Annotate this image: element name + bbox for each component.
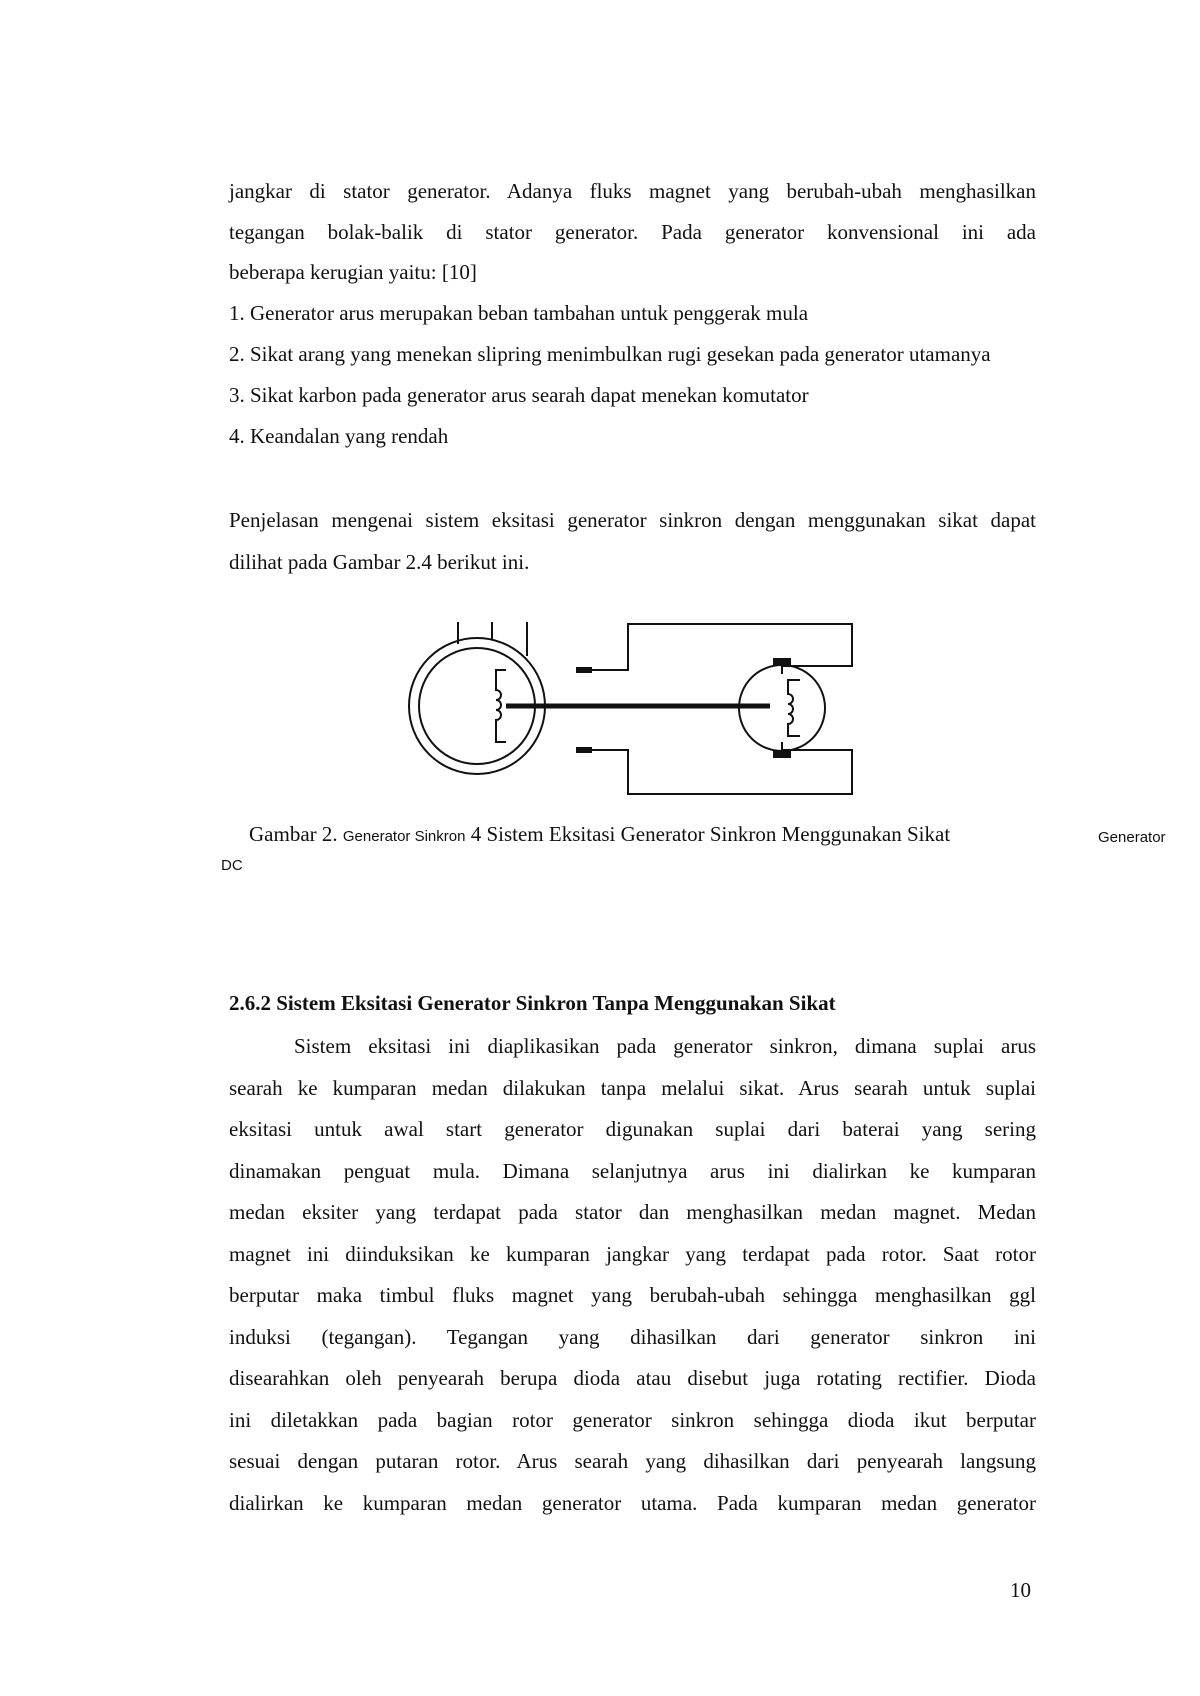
commutator-brush-top — [773, 658, 791, 666]
label-generator: Generator — [1098, 829, 1166, 846]
paragraph-line: beberapa kerugian yaitu: [10] — [229, 260, 477, 284]
list-item: 4. Keandalan yang rendah — [229, 424, 449, 448]
paragraph-line: jangkar di stator generator. Adanya fluks magnet yang berubah-ubah menghasilkan — [229, 179, 1036, 203]
paragraph-line: Sistem eksitasi ini diaplikasikan pada generator sinkron, dimana suplai arus — [294, 1034, 1036, 1058]
paragraph-line: magnet ini diinduksikan ke kumparan jangkar yang terdapat pada rotor. Saat rotor — [229, 1242, 1036, 1266]
list-item: 3. Sikat karbon pada generator arus searah dapat menekan komutator — [229, 383, 809, 407]
paragraph-line: berputar maka timbul fluks magnet yang berubah-ubah sehingga menghasilkan ggl — [229, 1283, 1036, 1307]
list-item: 2. Sikat arang yang menekan slipring menimbulkan rugi gesekan pada generator utamanya — [229, 342, 991, 366]
caption-prefix: Gambar 2. — [249, 822, 338, 846]
label-generator-sinkron: Generator Sinkron — [342, 828, 466, 845]
paragraph-line: dinamakan penguat mula. Dimana selanjutnya arus ini dialirkan ke kumparan — [229, 1159, 1036, 1183]
caption-main: 4 Sistem Eksitasi Generator Sinkron Menggunakan Sikat — [470, 822, 951, 846]
wire-top — [586, 624, 852, 674]
wire-bottom — [586, 742, 852, 794]
paragraph-line: tegangan bolak-balik di stator generator. Pada generator konvensional ini ada — [229, 220, 1036, 244]
commutator-brush-bottom — [773, 750, 791, 758]
paragraph-line: ini diletakkan pada bagian rotor generator sinkron sehingga dioda ikut berputar — [229, 1408, 1036, 1432]
label-dc: DC — [221, 857, 243, 874]
paragraph-line: searah ke kumparan medan dilakukan tanpa melalui sikat. Arus searah untuk suplai — [229, 1076, 1036, 1100]
field-coil-right — [788, 680, 800, 736]
paragraph-line: induksi (tegangan). Tegangan yang dihasilkan dari generator sinkron ini — [229, 1325, 1036, 1349]
figure-caption — [249, 820, 950, 851]
brush-top — [576, 667, 592, 673]
paragraph-line: eksitasi untuk awal start generator digunakan suplai dari baterai yang sering — [229, 1117, 1036, 1141]
paragraph-line: dialirkan ke kumparan medan generator utama. Pada kumparan medan generator — [229, 1491, 1036, 1515]
paragraph-line: disearahkan oleh penyearah berupa dioda atau disebut juga rotating rectifier. Dioda — [229, 1366, 1036, 1390]
list-item: 1. Generator arus merupakan beban tambahan untuk penggerak mula — [229, 301, 809, 325]
paragraph-line: Penjelasan mengenai sistem eksitasi generator sinkron dengan menggunakan sikat dapat — [229, 508, 1036, 532]
paragraph-line: dilihat pada Gambar 2.4 berikut ini. — [229, 550, 530, 574]
excitation-diagram — [400, 610, 860, 810]
page-number: 10 — [1010, 1578, 1031, 1602]
section-heading: 2.6.2 Sistem Eksitasi Generator Sinkron Tanpa Menggunakan Sikat — [229, 991, 836, 1015]
brush-bottom — [576, 747, 592, 753]
field-coil-left — [496, 670, 506, 742]
paragraph-line: sesuai dengan putaran rotor. Arus searah yang dihasilkan dari penyearah langsung — [229, 1449, 1036, 1473]
paragraph-line: medan eksiter yang terdapat pada stator dan menghasilkan medan magnet. Medan — [229, 1200, 1036, 1224]
